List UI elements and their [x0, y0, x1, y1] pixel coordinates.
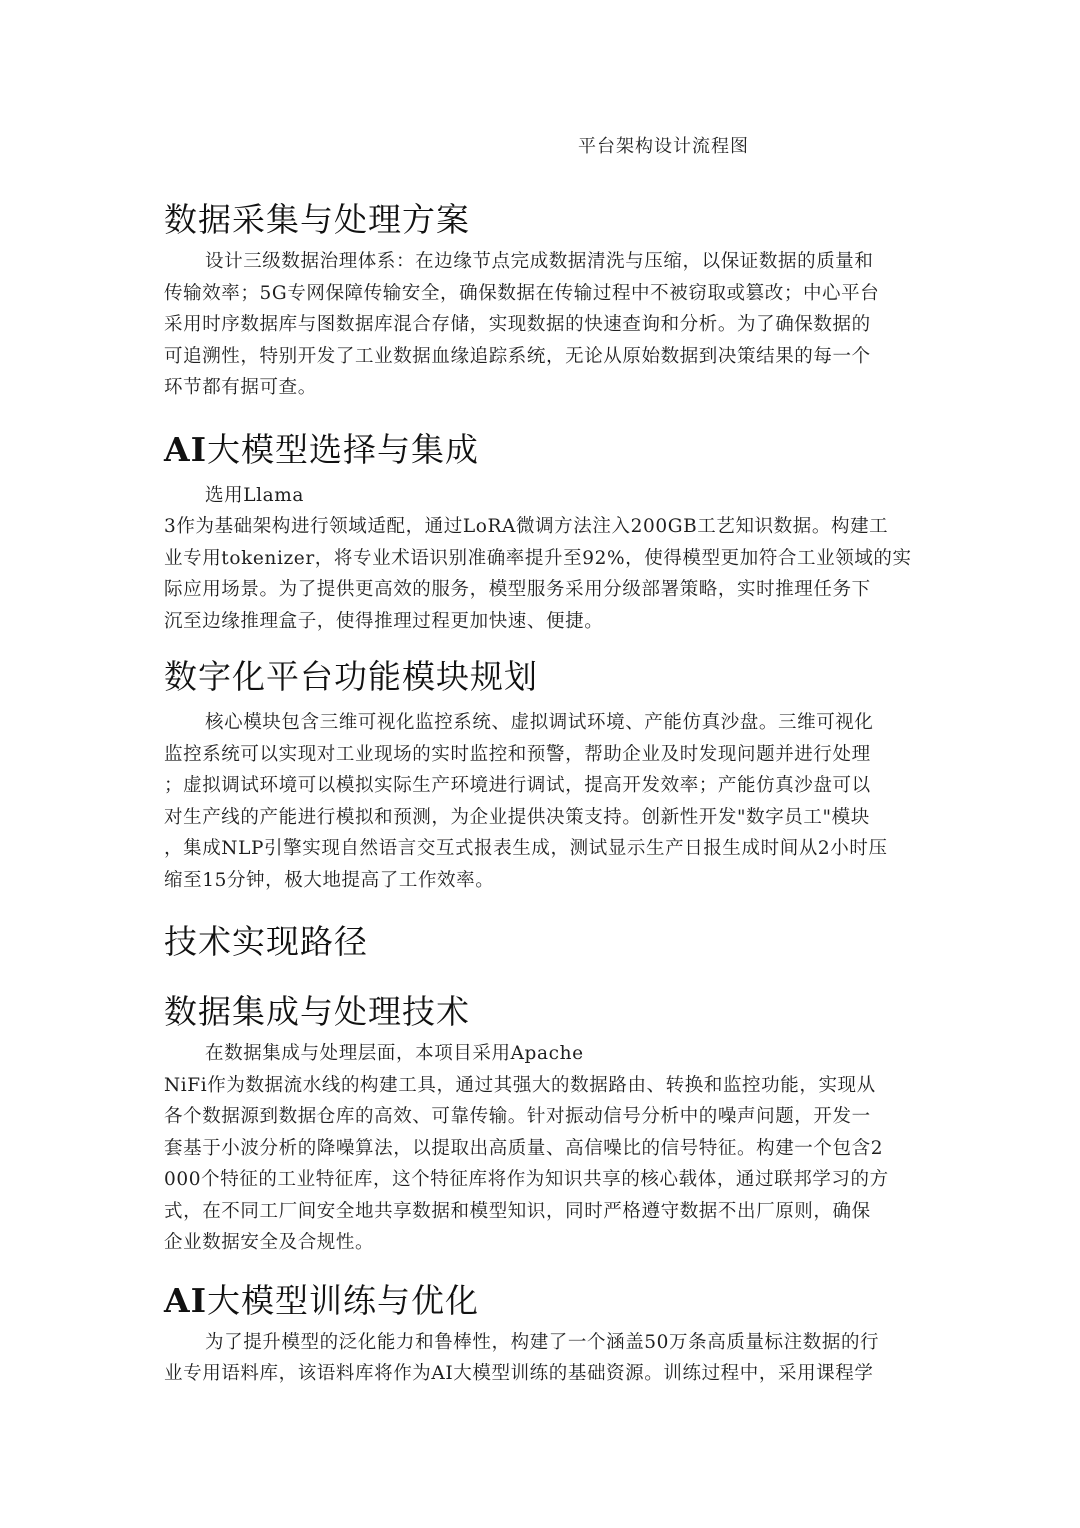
- section-heading: 数据采集与处理方案: [164, 200, 470, 239]
- paragraph-line: 各个数据源到数据仓库的高效、可靠传输。针对振动信号分析中的噪声问题，开发一: [164, 1106, 871, 1127]
- document-body: [164, 196, 912, 1390]
- paragraph-line: 3作为基础架构进行领域适配，通过LoRA微调方法注入200GB工艺知识数据。构建工: [164, 516, 889, 537]
- paragraph-line: 传输效率；5G专网保障传输安全，确保数据在传输过程中不被窃取或篡改；中心平台: [164, 282, 880, 304]
- paragraph-line: ；虚拟调试环境可以模拟实际生产环境进行调试，提高开发效率；产能仿真沙盘可以: [164, 775, 871, 796]
- figure-caption: 平台架构设计流程图: [578, 136, 749, 157]
- section-paragraph: [164, 1327, 912, 1390]
- section-heading: 数据集成与处理技术: [164, 992, 470, 1031]
- paragraph-line: 选用Llama: [205, 484, 305, 506]
- section-heading: 数字化平台功能模块规划: [164, 657, 538, 696]
- paragraph-line: 采用时序数据库与图数据库混合存储，实现数据的快速查询和分析。为了确保数据的: [164, 314, 871, 335]
- section-paragraph: [164, 480, 912, 638]
- paragraph-line: 设计三级数据治理体系：在边缘节点完成数据清洗与压缩，以保证数据的质量和: [205, 251, 874, 272]
- paragraph-line: 业专用语料库，该语料库将作为AI大模型训练的基础资源。训练过程中，采用课程学: [164, 1363, 874, 1384]
- paragraph-line: 式，在不同工厂间安全地共享数据和模型知识，同时严格遵守数据不出厂原则，确保: [164, 1200, 871, 1222]
- paragraph-line: 在数据集成与处理层面，本项目采用Apache: [205, 1043, 584, 1064]
- paragraph-line: 环节都有据可查。: [164, 377, 317, 398]
- paragraph-line: 际应用场景。为了提供更高效的服务，模型服务采用分级部署策略，实时推理任务下: [164, 579, 871, 600]
- section-heading: 技术实现路径: [164, 922, 368, 961]
- paragraph-line: 000个特征的工业特征库，这个特征库将作为知识共享的核心载体，通过联邦学习的方: [164, 1169, 889, 1190]
- paragraph-line: 业专用tokenizer，将专业术语识别准确率提升至92%，使得模型更加符合工业领域的实: [164, 547, 912, 569]
- section-heading: AI大模型训练与优化: [164, 1280, 480, 1320]
- paragraph-line: 缩至15分钟，极大地提高了工作效率。: [164, 869, 495, 891]
- section-paragraph: [164, 246, 912, 404]
- paragraph-line: 企业数据安全及合规性。: [164, 1232, 375, 1253]
- section-paragraph: [164, 707, 912, 896]
- section-heading: AI大模型选择与集成: [164, 429, 480, 469]
- section-paragraph: [164, 1038, 912, 1259]
- paragraph-line: NiFi作为数据流水线的构建工具，通过其强大的数据路由、转换和监控功能，实现从: [164, 1074, 876, 1096]
- paragraph-line: 对生产线的产能进行模拟和预测，为企业提供决策支持。创新性开发"数字员工"模块: [164, 806, 870, 828]
- paragraph-line: 核心模块包含三维可视化监控系统、虚拟调试环境、产能仿真沙盘。三维可视化: [205, 712, 874, 733]
- paragraph-line: 为了提升模型的泛化能力和鲁棒性，构建了一个涵盖50万条高质量标注数据的行: [205, 1331, 880, 1353]
- paragraph-line: 沉至边缘推理盒子，使得推理过程更加快速、便捷。: [164, 610, 604, 632]
- paragraph-line: ，集成NLP引擎实现自然语言交互式报表生成，测试显示生产日报生成时间从2小时压: [164, 838, 888, 859]
- paragraph-line: 可追溯性，特别开发了工业数据血缘追踪系统，无论从原始数据到决策结果的每一个: [164, 345, 871, 367]
- paragraph-line: 套基于小波分析的降噪算法，以提取出高质量、高信噪比的信号特征。构建一个包含2: [164, 1137, 884, 1159]
- paragraph-line: 监控系统可以实现对工业现场的实时监控和预警，帮助企业及时发现问题并进行处理: [164, 743, 871, 765]
